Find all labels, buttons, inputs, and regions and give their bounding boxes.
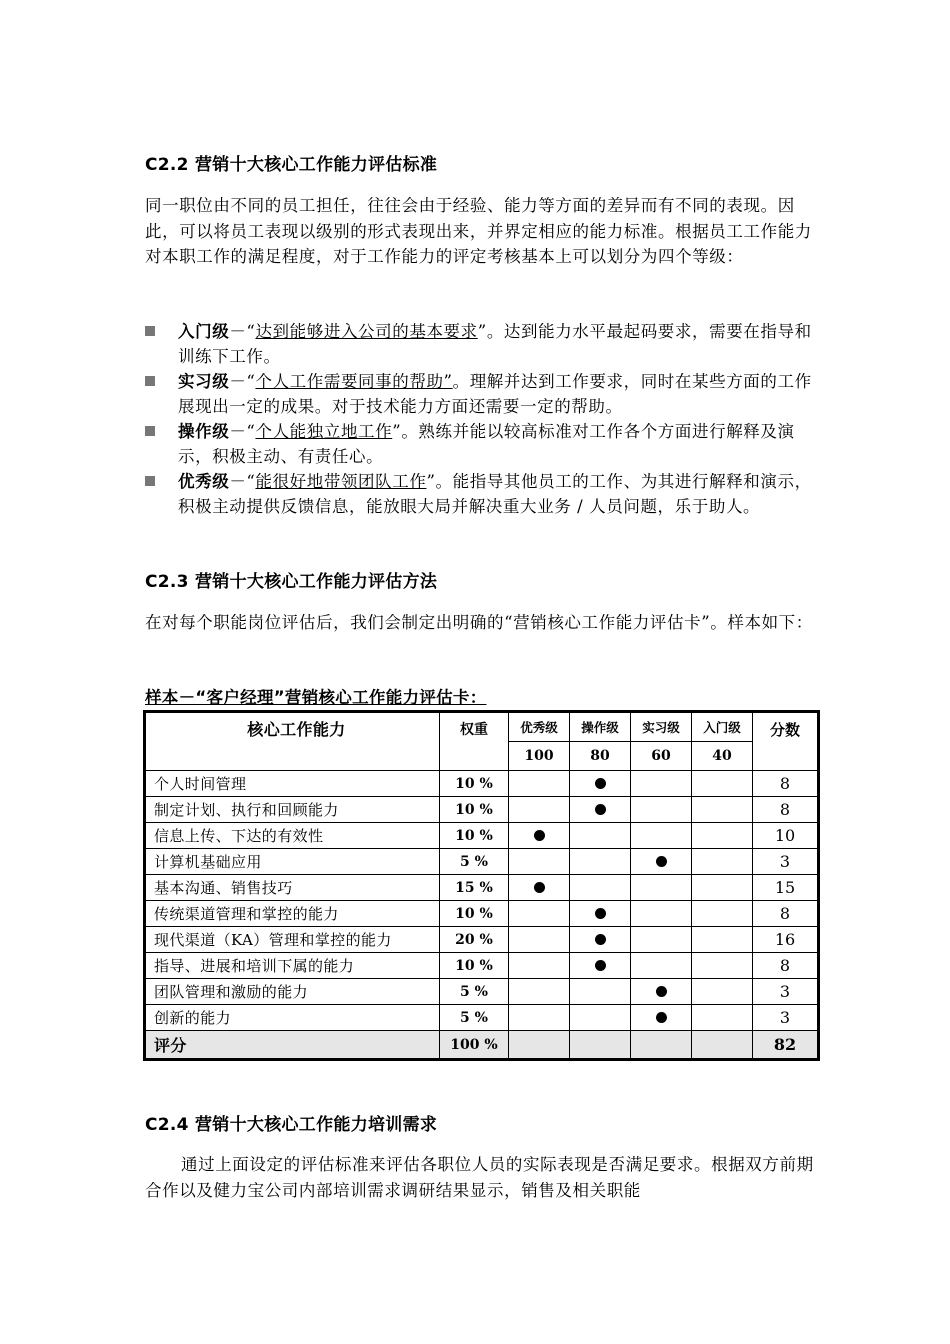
- table-row: [145, 875, 819, 901]
- level-cell: [509, 823, 570, 849]
- level-quote-close: ”: [426, 472, 436, 491]
- points-operator: 80: [570, 742, 631, 771]
- level-text: [178, 369, 825, 419]
- ability-weight: 100 %: [440, 1031, 509, 1060]
- level-dash: －“: [229, 372, 256, 391]
- level-cell: [631, 953, 692, 979]
- level-cell: [692, 1031, 753, 1060]
- paragraph-c23: 在对每个职能岗位评估后，我们会制定出明确的“营销核心工作能力评估卡”。样本如下：: [145, 613, 813, 632]
- ability-weight: 10 %: [440, 901, 509, 927]
- ability-name: 团队管理和激励的能力: [145, 979, 440, 1005]
- bullet-square-icon: [145, 426, 155, 436]
- total-score: 82: [753, 1031, 819, 1060]
- evaluation-card-table: [143, 710, 820, 1061]
- ability-score: 15: [753, 875, 819, 901]
- selected-level-dot-icon: [595, 778, 606, 789]
- bullet-square-icon: [145, 326, 155, 336]
- level-text: [178, 469, 825, 519]
- level-cell: [570, 1031, 631, 1060]
- selected-level-dot-icon: [534, 830, 545, 841]
- level-cell: [509, 797, 570, 823]
- level-name: 入门级: [178, 322, 230, 341]
- points-intern: 60: [631, 742, 692, 771]
- level-cell: [570, 849, 631, 875]
- level-cell: [692, 927, 753, 953]
- ability-weight: 5 %: [440, 849, 509, 875]
- level-cell: [692, 823, 753, 849]
- level-cell: [631, 875, 692, 901]
- level-cell: [631, 901, 692, 927]
- header-weight: 权重: [440, 712, 509, 771]
- ability-weight: 10 %: [440, 797, 509, 823]
- ability-weight: 20 %: [440, 927, 509, 953]
- table-row: [145, 1005, 819, 1031]
- level-cell: [692, 901, 753, 927]
- ability-weight: 10 %: [440, 953, 509, 979]
- level-quote-close: ”: [477, 322, 487, 341]
- table-row: [145, 849, 819, 875]
- ability-weight: 10 %: [440, 771, 509, 797]
- level-cell: [631, 927, 692, 953]
- level-cell: [509, 927, 570, 953]
- ability-name: 指导、进展和培训下属的能力: [145, 953, 440, 979]
- level-item: [145, 369, 825, 419]
- level-quote-close: ”: [392, 422, 402, 441]
- selected-level-dot-icon: [595, 960, 606, 971]
- selected-level-dot-icon: [595, 908, 606, 919]
- selected-level-dot-icon: [534, 882, 545, 893]
- ability-name: 基本沟通、销售技巧: [145, 875, 440, 901]
- ability-score: 16: [753, 927, 819, 953]
- level-cell: [570, 797, 631, 823]
- level-cell: [692, 1005, 753, 1031]
- ability-name: 传统渠道管理和掌控的能力: [145, 901, 440, 927]
- ability-name: 信息上传、下达的有效性: [145, 823, 440, 849]
- level-cell: [570, 979, 631, 1005]
- table-row: [145, 953, 819, 979]
- table-row: [145, 771, 819, 797]
- table-row: [145, 927, 819, 953]
- table-header-row: [145, 712, 819, 742]
- ability-score: 8: [753, 901, 819, 927]
- table-row: [145, 979, 819, 1005]
- level-cell: [692, 797, 753, 823]
- selected-level-dot-icon: [656, 856, 667, 867]
- level-name: 优秀级: [178, 472, 230, 491]
- level-dash: －“: [229, 322, 256, 341]
- level-cell: [509, 901, 570, 927]
- selected-level-dot-icon: [656, 1012, 667, 1023]
- level-item: [145, 469, 825, 519]
- level-text: [178, 419, 825, 469]
- level-cell: [509, 1031, 570, 1060]
- level-name: 操作级: [178, 422, 230, 441]
- level-description: 。能指导其他员工的工作、为其进行解释和演示，积极主动提供反馈信息，能放眼大局并解决重大业务 / 人员问题，乐于助人。: [178, 472, 812, 516]
- ability-score: 3: [753, 979, 819, 1005]
- level-cell: [509, 1005, 570, 1031]
- level-cell: [692, 771, 753, 797]
- table-total-row: [145, 1031, 819, 1060]
- ability-score: 8: [753, 953, 819, 979]
- header-level-operator: 操作级: [570, 712, 631, 742]
- level-cell: [570, 901, 631, 927]
- level-quote: 个人能独立地工作: [255, 422, 393, 441]
- level-cell: [631, 823, 692, 849]
- table-caption: 样本－“客户经理”营销核心工作能力评估卡：: [145, 688, 487, 707]
- level-cell: [570, 823, 631, 849]
- level-cell: [570, 771, 631, 797]
- ability-name: 个人时间管理: [145, 771, 440, 797]
- level-cell: [570, 875, 631, 901]
- level-quote: 能很好地带领团队工作: [255, 472, 427, 491]
- header-level-intern: 实习级: [631, 712, 692, 742]
- selected-level-dot-icon: [595, 804, 606, 815]
- level-cell: [692, 953, 753, 979]
- ability-name: 创新的能力: [145, 1005, 440, 1031]
- level-dash: －“: [229, 422, 256, 441]
- ability-name: 制定计划、执行和回顾能力: [145, 797, 440, 823]
- level-cell: [631, 849, 692, 875]
- level-cell: [570, 927, 631, 953]
- ability-score: 3: [753, 1005, 819, 1031]
- level-cell: [509, 771, 570, 797]
- paragraph-c24: 通过上面设定的评估标准来评估各职位人员的实际表现是否满足要求。根据双方前期合作以及健力宝公司内部培训需求调研结果显示，销售及相关职能: [145, 1155, 814, 1200]
- ability-weight: 5 %: [440, 1005, 509, 1031]
- header-ability: 核心工作能力: [145, 712, 440, 771]
- points-entry: 40: [692, 742, 753, 771]
- level-description: 。熟练并能以较高标准对工作各个方面进行解释及演示，积极主动、有责任心。: [178, 422, 795, 466]
- level-cell: [509, 953, 570, 979]
- level-cell: [570, 953, 631, 979]
- table-row: [145, 823, 819, 849]
- level-cell: [631, 1031, 692, 1060]
- paragraph-c22: 同一职位由不同的员工担任，往往会由于经验、能力等方面的差异而有不同的表现。因此，可以将员工表现以级别的形式表现出来，并界定相应的能力标准。根据员工工作能力对本职工作的满足程度，对于工作能力的评定考核基本上可以划分为四个等级：: [145, 196, 812, 266]
- ability-score: 8: [753, 797, 819, 823]
- selected-level-dot-icon: [595, 934, 606, 945]
- header-level-entry: 入门级: [692, 712, 753, 742]
- level-cell: [509, 849, 570, 875]
- section-title-c23: C2.3 营销十大核心工作能力评估方法: [145, 572, 438, 592]
- level-item: [145, 319, 825, 369]
- ability-weight: 15 %: [440, 875, 509, 901]
- section-title-c22: C2.2 营销十大核心工作能力评估标准: [145, 155, 438, 175]
- bullet-square-icon: [145, 476, 155, 486]
- level-quote: 个人工作需要同事的帮助”: [255, 372, 453, 391]
- level-description: 。理解并达到工作要求，同时在某些方面的工作展现出一定的成果。对于技术能力方面还需要一定的帮助。: [178, 372, 812, 416]
- ability-name: 现代渠道（KA）管理和掌控的能力: [145, 927, 440, 953]
- ability-score: 3: [753, 849, 819, 875]
- level-cell: [631, 979, 692, 1005]
- level-cell: [509, 979, 570, 1005]
- ability-score: 10: [753, 823, 819, 849]
- ability-weight: 5 %: [440, 979, 509, 1005]
- ability-score: 8: [753, 771, 819, 797]
- level-cell: [570, 1005, 631, 1031]
- bullet-square-icon: [145, 376, 155, 386]
- level-cell: [631, 797, 692, 823]
- table-row: [145, 901, 819, 927]
- level-name: 实习级: [178, 372, 230, 391]
- section-title-c24: C2.4 营销十大核心工作能力培训需求: [145, 1115, 438, 1135]
- level-cell: [631, 1005, 692, 1031]
- level-cell: [509, 875, 570, 901]
- points-excellent: 100: [509, 742, 570, 771]
- level-cell: [692, 849, 753, 875]
- level-quote: 达到能够进入公司的基本要求: [255, 322, 478, 341]
- header-level-excellent: 优秀级: [509, 712, 570, 742]
- level-description: 。达到能力水平最起码要求，需要在指导和训练下工作。: [178, 322, 812, 366]
- level-cell: [692, 875, 753, 901]
- level-cell: [692, 979, 753, 1005]
- ability-weight: 10 %: [440, 823, 509, 849]
- selected-level-dot-icon: [656, 986, 667, 997]
- ability-name: 计算机基础应用: [145, 849, 440, 875]
- level-text: [178, 319, 825, 369]
- level-cell: [631, 771, 692, 797]
- total-label: 评分: [145, 1031, 440, 1060]
- table-row: [145, 797, 819, 823]
- header-score: 分数: [753, 712, 819, 771]
- level-item: [145, 419, 825, 469]
- level-dash: －“: [229, 472, 256, 491]
